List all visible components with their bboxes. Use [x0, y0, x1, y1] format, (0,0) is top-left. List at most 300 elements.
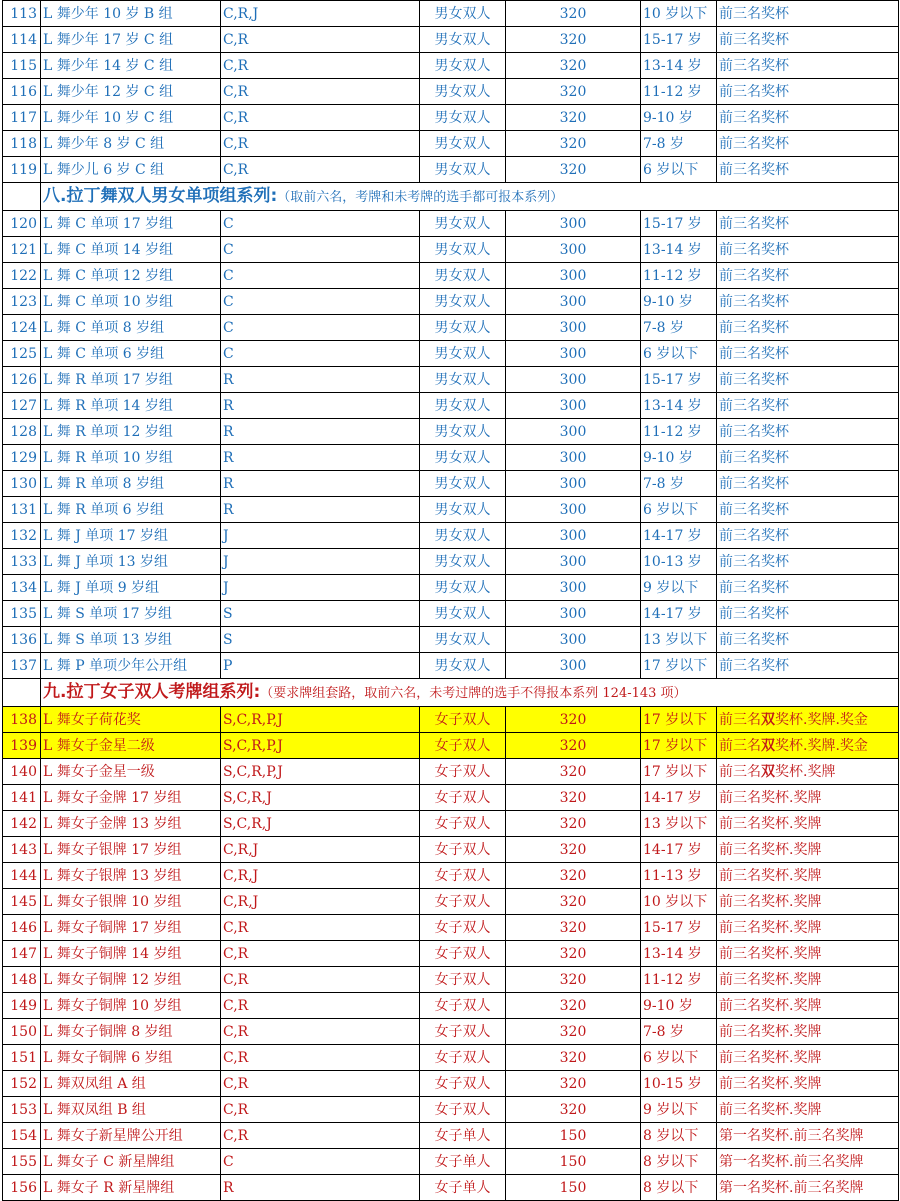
event-name: L 舞 R 单项 14 岁组 [41, 393, 221, 419]
table-row [3, 237, 899, 263]
event-dances: C,R,J [221, 889, 420, 915]
section-header-row [3, 183, 899, 211]
table-row [3, 1045, 899, 1071]
event-dances: C,R [221, 79, 420, 105]
event-type: 男女双人 [420, 549, 506, 575]
event-name: L 舞女子银牌 10 岁组 [41, 889, 221, 915]
event-type: 女子双人 [420, 1071, 506, 1097]
table-row [3, 1123, 899, 1149]
table-row [3, 1, 899, 27]
event-name: L 舞 C 单项 17 岁组 [41, 211, 221, 237]
event-number: 148 [3, 967, 41, 993]
table-row [3, 707, 899, 733]
table-row [3, 157, 899, 183]
event-dances: C,R [221, 1123, 420, 1149]
event-dances: C,R [221, 1097, 420, 1123]
event-dances: R [221, 393, 420, 419]
event-age: 17 岁以下 [641, 759, 717, 785]
event-award: 前三名奖杯.奖牌 [717, 1045, 899, 1071]
event-dances: C,R [221, 105, 420, 131]
event-name: L 舞少儿 6 岁 C 组 [41, 157, 221, 183]
event-age: 9 岁以下 [641, 1097, 717, 1123]
event-age: 10-13 岁 [641, 549, 717, 575]
event-age: 7-8 岁 [641, 131, 717, 157]
event-age: 11-12 岁 [641, 967, 717, 993]
event-fee: 320 [506, 105, 641, 131]
table-row [3, 289, 899, 315]
event-name: L 舞 R 单项 6 岁组 [41, 497, 221, 523]
event-fee: 300 [506, 523, 641, 549]
event-dances: C,R,J [221, 837, 420, 863]
event-type: 男女双人 [420, 445, 506, 471]
event-number: 153 [3, 1097, 41, 1123]
event-fee: 320 [506, 889, 641, 915]
event-fee: 320 [506, 1071, 641, 1097]
event-dances: C,R [221, 1045, 420, 1071]
event-type: 男女双人 [420, 419, 506, 445]
event-fee: 150 [506, 1175, 641, 1201]
event-number: 144 [3, 863, 41, 889]
event-dances: P [221, 653, 420, 679]
table-row [3, 549, 899, 575]
table-row [3, 393, 899, 419]
section-note: （取前六名，考牌和未考牌的选手都可报本系列） [277, 189, 564, 205]
event-dances: J [221, 549, 420, 575]
event-age: 17 岁以下 [641, 707, 717, 733]
event-number: 156 [3, 1175, 41, 1201]
event-dances: C,R [221, 967, 420, 993]
event-age: 11-12 岁 [641, 79, 717, 105]
event-number: 117 [3, 105, 41, 131]
event-name: L 舞双凤组 A 组 [41, 1071, 221, 1097]
event-age: 8 岁以下 [641, 1123, 717, 1149]
event-type: 男女双人 [420, 575, 506, 601]
event-type: 男女双人 [420, 601, 506, 627]
event-type: 男女双人 [420, 497, 506, 523]
event-age: 14-17 岁 [641, 785, 717, 811]
event-award: 前三名奖杯.奖牌 [717, 863, 899, 889]
event-name: L 舞 S 单项 13 岁组 [41, 627, 221, 653]
event-age: 11-12 岁 [641, 419, 717, 445]
event-number: 152 [3, 1071, 41, 1097]
table-row [3, 1019, 899, 1045]
event-type: 男女双人 [420, 367, 506, 393]
event-type: 女子双人 [420, 863, 506, 889]
table-row [3, 471, 899, 497]
event-award: 前三名奖杯 [717, 211, 899, 237]
event-award: 前三名奖杯 [717, 157, 899, 183]
event-fee: 300 [506, 341, 641, 367]
event-type: 女子单人 [420, 1175, 506, 1201]
table-row [3, 1071, 899, 1097]
event-number: 143 [3, 837, 41, 863]
event-age: 7-8 岁 [641, 315, 717, 341]
event-age: 11-13 岁 [641, 863, 717, 889]
event-age: 15-17 岁 [641, 915, 717, 941]
event-name: L 舞 R 单项 8 岁组 [41, 471, 221, 497]
event-dances: C,R,J [221, 863, 420, 889]
event-dances: C [221, 263, 420, 289]
event-number: 133 [3, 549, 41, 575]
event-age: 13 岁以下 [641, 627, 717, 653]
event-award: 前三名奖杯 [717, 79, 899, 105]
event-number: 131 [3, 497, 41, 523]
table-row [3, 341, 899, 367]
event-fee: 300 [506, 289, 641, 315]
event-age: 8 岁以下 [641, 1149, 717, 1175]
event-dances: S [221, 627, 420, 653]
table-row [3, 1175, 899, 1201]
table-row [3, 733, 899, 759]
table-row [3, 105, 899, 131]
event-number: 137 [3, 653, 41, 679]
event-fee: 320 [506, 863, 641, 889]
event-dances: C [221, 211, 420, 237]
event-award: 前三名奖杯 [717, 393, 899, 419]
event-award: 前三名奖杯.奖牌 [717, 915, 899, 941]
event-fee: 150 [506, 1149, 641, 1175]
event-award: 前三名奖杯 [717, 289, 899, 315]
event-name: L 舞 C 单项 14 岁组 [41, 237, 221, 263]
event-award: 前三名奖杯 [717, 419, 899, 445]
event-award: 前三名奖杯.奖牌 [717, 941, 899, 967]
event-type: 女子单人 [420, 1123, 506, 1149]
event-dances: J [221, 523, 420, 549]
event-name: L 舞 J 单项 13 岁组 [41, 549, 221, 575]
event-award: 前三名奖杯.奖牌 [717, 785, 899, 811]
event-number: 147 [3, 941, 41, 967]
event-fee: 300 [506, 653, 641, 679]
event-dances: C,R [221, 941, 420, 967]
table-row [3, 79, 899, 105]
event-award: 前三名奖杯.奖牌 [717, 889, 899, 915]
event-fee: 300 [506, 601, 641, 627]
event-fee: 320 [506, 707, 641, 733]
event-name: L 舞 C 单项 12 岁组 [41, 263, 221, 289]
event-dances: S [221, 601, 420, 627]
event-award: 前三名奖杯.奖牌 [717, 1019, 899, 1045]
event-age: 8 岁以下 [641, 1175, 717, 1201]
event-name: L 舞双凤组 B 组 [41, 1097, 221, 1123]
event-award: 第一名奖杯.前三名奖牌 [717, 1149, 899, 1175]
event-type: 男女双人 [420, 315, 506, 341]
event-name: L 舞女子银牌 13 岁组 [41, 863, 221, 889]
event-dances: R [221, 497, 420, 523]
event-age: 15-17 岁 [641, 367, 717, 393]
award-prefix: 前三名 [719, 711, 761, 728]
event-award [717, 733, 899, 759]
event-fee: 300 [506, 419, 641, 445]
event-number: 136 [3, 627, 41, 653]
event-name: L 舞女子铜牌 17 岁组 [41, 915, 221, 941]
event-type: 男女双人 [420, 157, 506, 183]
event-age: 13-14 岁 [641, 393, 717, 419]
event-award: 第一名奖杯.前三名奖牌 [717, 1175, 899, 1201]
event-number: 120 [3, 211, 41, 237]
section-header-spacer [3, 679, 41, 707]
table-row [3, 263, 899, 289]
event-name: L 舞 R 单项 17 岁组 [41, 367, 221, 393]
event-name: L 舞 S 单项 17 岁组 [41, 601, 221, 627]
event-dances: S,C,R,J [221, 785, 420, 811]
event-age: 9-10 岁 [641, 289, 717, 315]
event-age: 14-17 岁 [641, 523, 717, 549]
event-age: 6 岁以下 [641, 341, 717, 367]
event-award: 前三名奖杯.奖牌 [717, 1071, 899, 1097]
event-award: 前三名奖杯 [717, 237, 899, 263]
event-type: 男女双人 [420, 471, 506, 497]
event-fee: 300 [506, 627, 641, 653]
award-suffix: 奖杯.奖牌.奖金 [775, 737, 868, 754]
event-number: 145 [3, 889, 41, 915]
event-name: L 舞 P 单项少年公开组 [41, 653, 221, 679]
table-row [3, 915, 899, 941]
event-fee: 300 [506, 549, 641, 575]
event-number: 113 [3, 1, 41, 27]
event-dances: C [221, 315, 420, 341]
event-type: 男女双人 [420, 79, 506, 105]
section-header-cell [41, 679, 899, 707]
award-double-mark: 双 [761, 763, 775, 780]
event-age: 9-10 岁 [641, 445, 717, 471]
event-fee: 320 [506, 837, 641, 863]
event-award: 前三名奖杯.奖牌 [717, 1097, 899, 1123]
event-name: L 舞少年 14 岁 C 组 [41, 53, 221, 79]
event-age: 7-8 岁 [641, 471, 717, 497]
event-dances: C,R [221, 131, 420, 157]
event-dances: C,R [221, 915, 420, 941]
table-row [3, 811, 899, 837]
table-row [3, 993, 899, 1019]
event-award: 前三名奖杯 [717, 1, 899, 27]
event-fee: 320 [506, 1019, 641, 1045]
event-dances: C,R [221, 27, 420, 53]
event-name: L 舞 J 单项 9 岁组 [41, 575, 221, 601]
table-row [3, 837, 899, 863]
event-table [2, 0, 899, 1201]
event-dances: C,R [221, 1019, 420, 1045]
event-dances: C [221, 1149, 420, 1175]
event-number: 116 [3, 79, 41, 105]
event-award: 前三名奖杯 [717, 341, 899, 367]
event-age: 10 岁以下 [641, 1, 717, 27]
table-row [3, 863, 899, 889]
event-type: 男女双人 [420, 263, 506, 289]
table-row [3, 759, 899, 785]
event-type: 男女双人 [420, 105, 506, 131]
event-type: 男女双人 [420, 627, 506, 653]
event-age: 9-10 岁 [641, 993, 717, 1019]
event-number: 130 [3, 471, 41, 497]
event-age: 15-17 岁 [641, 27, 717, 53]
event-number: 146 [3, 915, 41, 941]
event-type: 女子双人 [420, 759, 506, 785]
event-award: 前三名奖杯 [717, 575, 899, 601]
event-number: 121 [3, 237, 41, 263]
table-row [3, 627, 899, 653]
event-type: 男女双人 [420, 131, 506, 157]
table-row [3, 445, 899, 471]
event-dances: C [221, 237, 420, 263]
event-type: 男女双人 [420, 53, 506, 79]
event-age: 6 岁以下 [641, 497, 717, 523]
table-row [3, 27, 899, 53]
event-age: 14-17 岁 [641, 601, 717, 627]
event-fee: 320 [506, 993, 641, 1019]
event-name: L 舞女子银牌 17 岁组 [41, 837, 221, 863]
event-name: L 舞女子铜牌 10 岁组 [41, 993, 221, 1019]
event-type: 男女双人 [420, 341, 506, 367]
event-award: 前三名奖杯.奖牌 [717, 993, 899, 1019]
section-header-cell [41, 183, 899, 211]
table-row [3, 367, 899, 393]
event-number: 142 [3, 811, 41, 837]
event-dances: C,R [221, 53, 420, 79]
event-dances: C,R [221, 157, 420, 183]
event-award: 前三名奖杯.奖牌 [717, 967, 899, 993]
event-number: 122 [3, 263, 41, 289]
event-fee: 320 [506, 941, 641, 967]
event-name: L 舞女子金牌 17 岁组 [41, 785, 221, 811]
event-number: 151 [3, 1045, 41, 1071]
event-name: L 舞女子金牌 13 岁组 [41, 811, 221, 837]
event-fee: 300 [506, 237, 641, 263]
event-dances: C [221, 341, 420, 367]
event-type: 男女双人 [420, 289, 506, 315]
event-number: 114 [3, 27, 41, 53]
event-name: L 舞女子 R 新星牌组 [41, 1175, 221, 1201]
event-number: 127 [3, 393, 41, 419]
table-row [3, 653, 899, 679]
event-fee: 300 [506, 211, 641, 237]
event-award: 前三名奖杯 [717, 27, 899, 53]
event-name: L 舞 C 单项 8 岁组 [41, 315, 221, 341]
event-dances: S,C,R,P,J [221, 759, 420, 785]
event-award: 前三名奖杯 [717, 601, 899, 627]
event-award: 前三名奖杯 [717, 549, 899, 575]
event-type: 男女双人 [420, 393, 506, 419]
event-fee: 300 [506, 393, 641, 419]
event-fee: 300 [506, 575, 641, 601]
event-fee: 320 [506, 1097, 641, 1123]
event-number: 138 [3, 707, 41, 733]
event-age: 9-10 岁 [641, 105, 717, 131]
table-row [3, 941, 899, 967]
event-number: 125 [3, 341, 41, 367]
award-suffix: 奖杯.奖牌 [775, 763, 836, 780]
event-dances: S,C,R,P,J [221, 733, 420, 759]
event-name: L 舞少年 17 岁 C 组 [41, 27, 221, 53]
event-age: 13 岁以下 [641, 811, 717, 837]
event-award: 前三名奖杯 [717, 131, 899, 157]
event-type: 女子双人 [420, 1045, 506, 1071]
event-award: 前三名奖杯.奖牌 [717, 811, 899, 837]
event-award: 前三名奖杯.奖牌 [717, 837, 899, 863]
event-number: 155 [3, 1149, 41, 1175]
event-fee: 300 [506, 471, 641, 497]
event-type: 女子双人 [420, 941, 506, 967]
event-age: 10 岁以下 [641, 889, 717, 915]
award-suffix: 奖杯.奖牌.奖金 [775, 711, 868, 728]
event-dances: C,R,J [221, 1, 420, 27]
event-type: 男女双人 [420, 653, 506, 679]
section-header-row [3, 679, 899, 707]
event-type: 女子双人 [420, 915, 506, 941]
table-row [3, 889, 899, 915]
event-fee: 320 [506, 759, 641, 785]
event-number: 128 [3, 419, 41, 445]
event-dances: R [221, 367, 420, 393]
event-number: 119 [3, 157, 41, 183]
event-type: 男女双人 [420, 1, 506, 27]
table-row [3, 53, 899, 79]
event-award: 前三名奖杯 [717, 105, 899, 131]
event-dances: S,C,R,J [221, 811, 420, 837]
table-row [3, 419, 899, 445]
event-award: 前三名奖杯 [717, 315, 899, 341]
award-prefix: 前三名 [719, 763, 761, 780]
event-number: 141 [3, 785, 41, 811]
event-type: 女子双人 [420, 1097, 506, 1123]
event-age: 13-14 岁 [641, 53, 717, 79]
event-age: 15-17 岁 [641, 211, 717, 237]
event-table-body [3, 1, 899, 1201]
event-number: 126 [3, 367, 41, 393]
event-name: L 舞女子 C 新星牌组 [41, 1149, 221, 1175]
event-name: L 舞少年 10 岁 C 组 [41, 105, 221, 131]
event-dances: C,R [221, 1071, 420, 1097]
event-number: 134 [3, 575, 41, 601]
event-type: 女子双人 [420, 811, 506, 837]
event-number: 123 [3, 289, 41, 315]
event-number: 150 [3, 1019, 41, 1045]
section-title: 八.拉丁舞双人男女单项组系列: [43, 185, 278, 206]
event-fee: 320 [506, 157, 641, 183]
table-row [3, 211, 899, 237]
event-dances: C,R [221, 993, 420, 1019]
event-name: L 舞 R 单项 10 岁组 [41, 445, 221, 471]
section-note: （要求牌组套路，取前六名，未考过牌的选手不得报本系列 124-143 项） [260, 685, 687, 701]
event-fee: 320 [506, 915, 641, 941]
event-type: 男女双人 [420, 211, 506, 237]
event-name: L 舞少年 10 岁 B 组 [41, 1, 221, 27]
table-row [3, 131, 899, 157]
event-age: 7-8 岁 [641, 1019, 717, 1045]
event-number: 149 [3, 993, 41, 1019]
event-type: 女子双人 [420, 707, 506, 733]
event-name: L 舞女子金星一级 [41, 759, 221, 785]
table-row [3, 1097, 899, 1123]
event-award: 前三名奖杯 [717, 627, 899, 653]
event-type: 女子双人 [420, 733, 506, 759]
event-award: 前三名奖杯 [717, 471, 899, 497]
table-row [3, 497, 899, 523]
event-fee: 300 [506, 445, 641, 471]
event-dances: C [221, 289, 420, 315]
event-type: 男女双人 [420, 27, 506, 53]
event-fee: 320 [506, 785, 641, 811]
award-prefix: 前三名 [719, 737, 761, 754]
event-age: 10-15 岁 [641, 1071, 717, 1097]
event-dances: S,C,R,P,J [221, 707, 420, 733]
table-row [3, 601, 899, 627]
event-award: 第一名奖杯.前三名奖牌 [717, 1123, 899, 1149]
event-number: 118 [3, 131, 41, 157]
event-number: 132 [3, 523, 41, 549]
event-name: L 舞女子铜牌 8 岁组 [41, 1019, 221, 1045]
event-name: L 舞女子金星二级 [41, 733, 221, 759]
table-row [3, 315, 899, 341]
